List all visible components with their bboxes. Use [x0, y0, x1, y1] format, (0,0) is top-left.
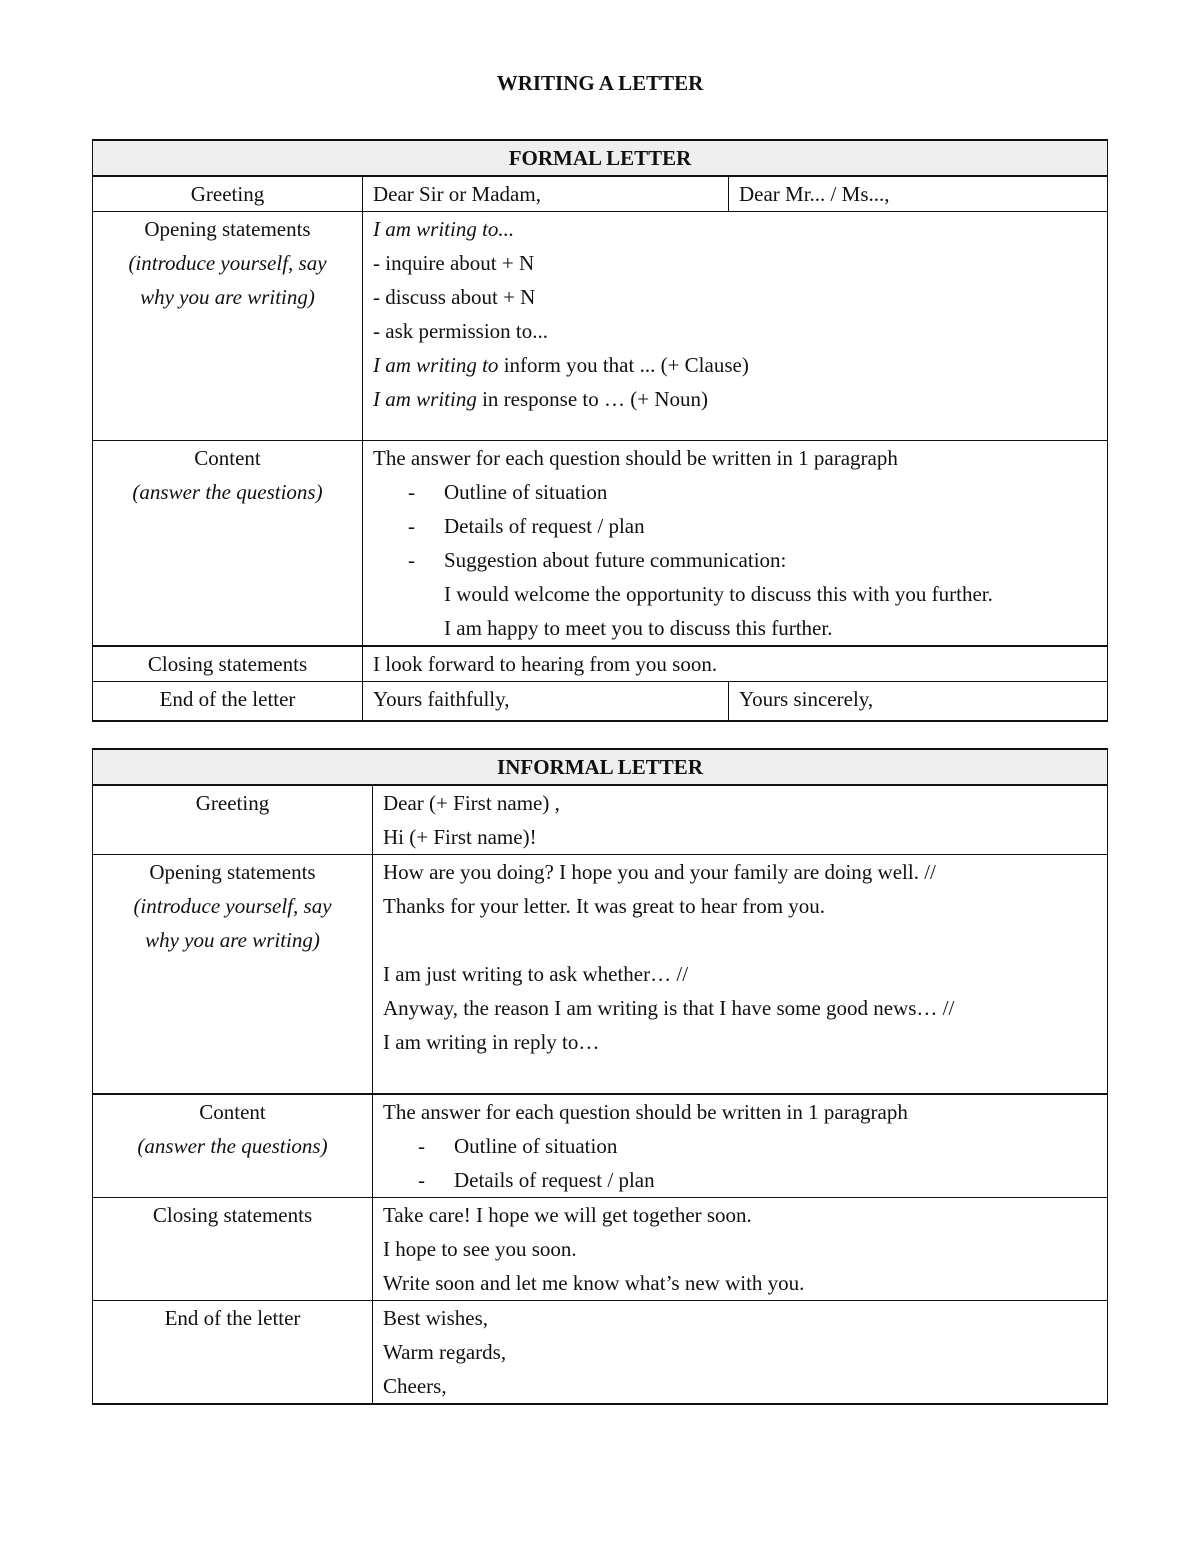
formal-content-intro: The answer for each question should be written in 1 paragraph	[373, 446, 898, 470]
informal-opening-line-5: I am writing in reply to…	[383, 1030, 600, 1054]
informal-greeting-content	[373, 785, 1108, 855]
informal-end-row	[93, 1301, 1108, 1405]
formal-end-row	[93, 682, 1108, 722]
formal-opening-line-6-italic: I am writing	[373, 387, 477, 411]
informal-end-line-3: Cheers,	[383, 1374, 447, 1398]
informal-content-label: Content	[199, 1100, 266, 1124]
formal-content-bullet-3: - Suggestion about future communication:	[373, 543, 1097, 577]
informal-opening-label-cell	[93, 855, 373, 1095]
formal-opening-line-5-italic: I am writing to	[373, 353, 499, 377]
formal-opening-line-4: - ask permission to...	[373, 319, 548, 343]
informal-opening-spacer	[383, 923, 1097, 957]
formal-greeting-label: Greeting	[93, 176, 363, 212]
formal-opening-line-6	[373, 382, 1097, 416]
informal-closing-row	[93, 1198, 1108, 1301]
informal-opening-row	[93, 855, 1108, 1095]
formal-opening-sublabel-1: (introduce yourself, say	[128, 251, 327, 275]
informal-content-sublabel: (answer the questions)	[137, 1134, 328, 1158]
formal-greeting-option-2: Dear Mr... / Ms...,	[729, 176, 1108, 212]
informal-closing-line-2: I hope to see you soon.	[383, 1237, 577, 1261]
informal-opening-sublabel-2: why you are writing)	[145, 928, 320, 952]
informal-end-content	[373, 1301, 1108, 1405]
formal-greeting-row	[93, 176, 1108, 212]
formal-opening-line-2: - inquire about + N	[373, 251, 535, 275]
formal-content-label: Content	[194, 446, 261, 470]
formal-end-option-1: Yours faithfully,	[363, 682, 729, 722]
formal-content-continuation-1: I would welcome the opportunity to discuss this with you further.	[444, 582, 993, 606]
informal-greeting-label: Greeting	[93, 785, 373, 855]
informal-content-intro: The answer for each question should be written in 1 paragraph	[383, 1100, 908, 1124]
informal-content-bullet-1: - Outline of situation	[383, 1129, 1097, 1163]
informal-content-row	[93, 1094, 1108, 1198]
formal-header-row	[93, 140, 1108, 176]
formal-opening-line-5-rest: inform you that ... (+ Clause)	[498, 353, 749, 377]
formal-content-bullet-1: - Outline of situation	[373, 475, 1097, 509]
formal-opening-line-3: - discuss about + N	[373, 285, 536, 309]
informal-end-line-2: Warm regards,	[383, 1340, 507, 1364]
formal-letter-title: FORMAL LETTER	[93, 140, 1108, 176]
formal-end-label: End of the letter	[93, 682, 363, 722]
formal-greeting-option-1: Dear Sir or Madam,	[363, 176, 729, 212]
formal-content-continuation-2: I am happy to meet you to discuss this further.	[444, 616, 833, 640]
informal-closing-line-1: Take care! I hope we will get together soon.	[383, 1203, 752, 1227]
formal-opening-label-cell	[93, 212, 363, 441]
formal-opening-line-5	[373, 348, 1097, 382]
informal-closing-content	[373, 1198, 1108, 1301]
informal-content-bullet-2: - Details of request / plan	[383, 1163, 1097, 1197]
formal-opening-content	[363, 212, 1108, 441]
formal-content-row	[93, 441, 1108, 647]
formal-closing-label: Closing statements	[93, 646, 363, 682]
formal-closing-text: I look forward to hearing from you soon.	[363, 646, 1108, 682]
informal-opening-label: Opening statements	[149, 860, 316, 884]
informal-content-label-cell	[93, 1094, 373, 1198]
formal-opening-line-6-rest: in response to … (+ Noun)	[476, 387, 708, 411]
informal-end-line-1: Best wishes,	[383, 1306, 488, 1330]
informal-opening-line-2: Thanks for your letter. It was great to hear from you.	[383, 894, 826, 918]
formal-end-option-2: Yours sincerely,	[729, 682, 1108, 722]
page-title: WRITING A LETTER	[496, 71, 704, 95]
formal-opening-label: Opening statements	[144, 217, 311, 241]
informal-opening-sublabel-1: (introduce yourself, say	[133, 894, 332, 918]
formal-content-bullet-2: - Details of request / plan	[373, 509, 1097, 543]
informal-content-text	[373, 1094, 1108, 1198]
formal-closing-row	[93, 646, 1108, 682]
informal-closing-line-3: Write soon and let me know what’s new with you.	[383, 1271, 805, 1295]
informal-greeting-line-1: Dear (+ First name) ,	[383, 791, 560, 815]
formal-opening-row	[93, 212, 1108, 441]
informal-opening-line-3: I am just writing to ask whether… //	[383, 962, 689, 986]
formal-content-sublabel: (answer the questions)	[132, 480, 323, 504]
informal-opening-line-1: How are you doing? I hope you and your family are doing well. //	[383, 860, 936, 884]
formal-letter-table	[92, 139, 1108, 722]
informal-opening-content	[373, 855, 1108, 1095]
informal-greeting-row	[93, 785, 1108, 855]
informal-opening-line-4: Anyway, the reason I am writing is that I have some good news… //	[383, 996, 955, 1020]
informal-letter-table	[92, 748, 1108, 1405]
informal-closing-label: Closing statements	[93, 1198, 373, 1301]
informal-greeting-line-2: Hi (+ First name)!	[383, 825, 537, 849]
informal-letter-title: INFORMAL LETTER	[93, 749, 1108, 785]
formal-content-text	[363, 441, 1108, 647]
formal-opening-sublabel-2: why you are writing)	[140, 285, 315, 309]
formal-opening-line-1: I am writing to...	[373, 217, 515, 241]
informal-header-row	[93, 749, 1108, 785]
formal-content-label-cell	[93, 441, 363, 647]
informal-end-label: End of the letter	[93, 1301, 373, 1405]
